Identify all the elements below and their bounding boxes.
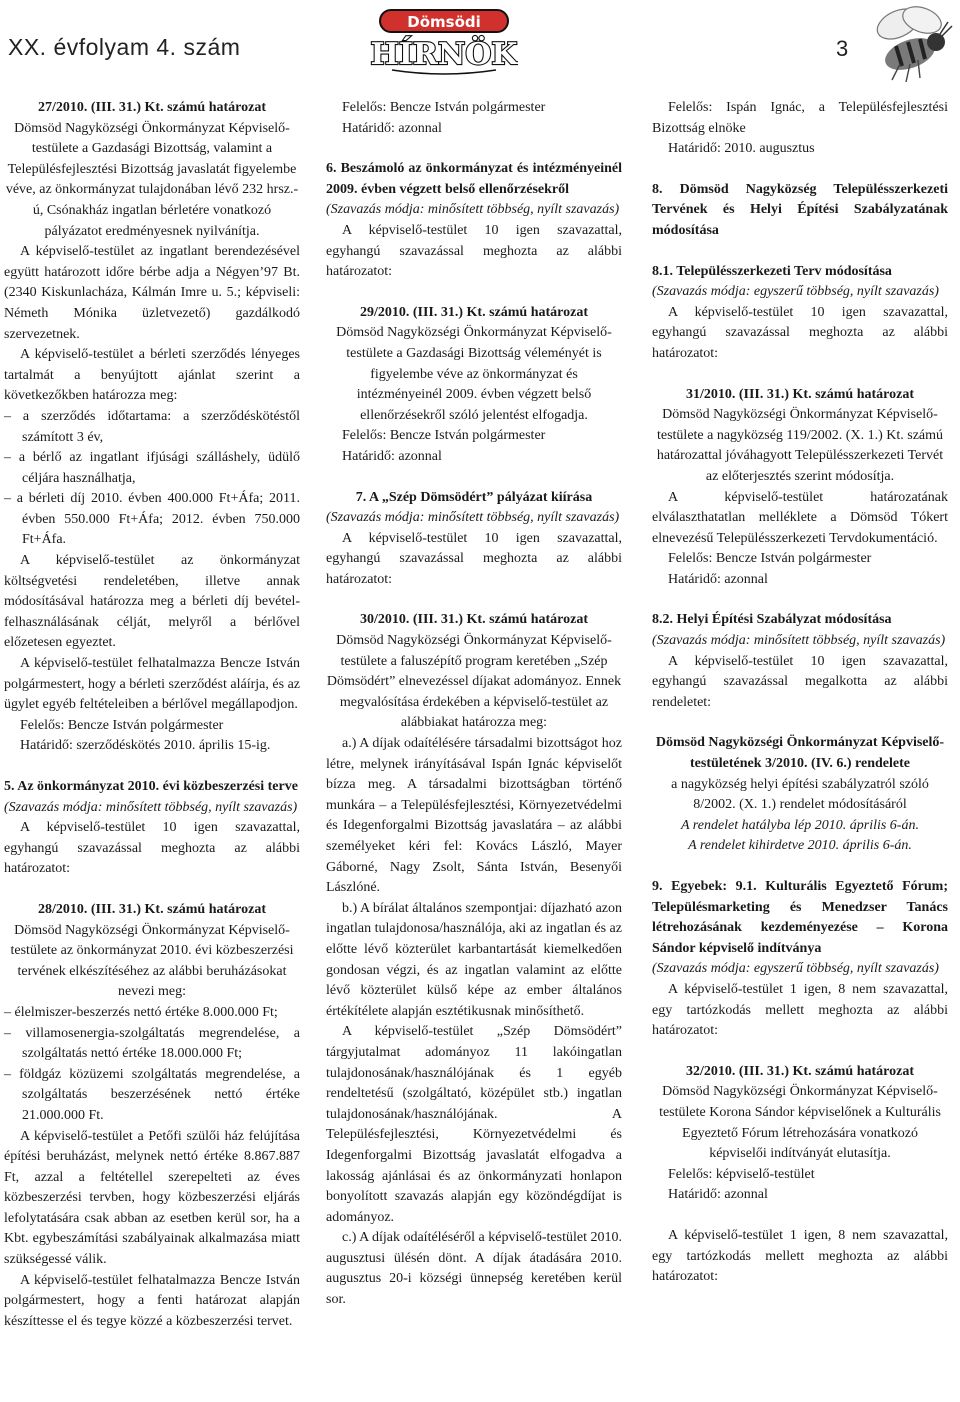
paragraph: A képviselő-testület határozatának elválaszthatatlan melléklete a Dömsöd Tókert elnevezésű Településszerkezeti Tervdokumentáció. [652,489,948,546]
paragraph: Felelős: Bencze István polgármester [342,100,546,115]
paragraph-spacer [652,1042,948,1062]
paragraph: Határidő: azonnal [342,448,442,464]
paragraph: Felelős: Bencze István polgármester [342,428,546,444]
section-heading: 29/2010. (III. 31.) Kt. számú határozat [359,304,588,320]
paragraph: A képviselő-testület „Szép Dömsödért” tárgyjutalmat adományoz 11 lakóingatlan tulajdonosának/használójának és 1 egyéb rendeltetésű (szolgáltató, középület stb.) ingatlan tulajdonosának/használójának. A Településfejlesztési, Környezetvédelmi és Idegenforgalmi Bizottság javaslatát elfogadva a lakosság ajánlásai és az önkormányzati honlapon bonyolított szavazás alapján egy közöndégdíjat is adományoz. [326,1024,622,1225]
section-heading: 28/2010. (III. 31.) Kt. számú határozat [37,901,266,917]
paragraph: Dömsöd Nagyközségi Önkormányzat Képviselő-testülete a faluszépítő program keretében „Szép Dömsödért” elnevezéssel díjakat adományoz. Ennek megvalósítása érdekében a képviselő-testület az alábbiakat határozza meg: [326,633,622,731]
paragraph: Felelős: képviselő-testület [668,1166,815,1182]
masthead-logo [370,6,518,78]
list-item: – villamosenergia-szolgáltatás megrendelése, a szolgáltatás nettó értéke 18.000.000 Ft; [4,1025,300,1062]
paragraph: A képviselő-testület 10 igen szavazattal, egyhangú szavazással meghozta az alábbi határozatot: [4,820,300,877]
paragraph: A képviselő-testület a Petőfi szülői ház felújítása építési beruházást, melynek nettó értéke 8.867.887 Ft, azzal a feltétellel szerepelteti az éves közbeszerzési tervben, hogy közbeszerzési eljárás lefolytatására csak abban az esetben kerül sor, ha a Kbt. egybeszámítási szabályainak alkalmazása miatt szükségessé válik. [4,1128,300,1268]
paragraph: c.) A díjak odaítéléséről a képviselő-testület 2010. augusztusi ülésén dönt. A díjak átadására 2010. augusztus 20-i községi ünnepség keretében kerül sor. [326,1230,622,1308]
paragraph: Felelős: Ispán Ignác, a Településfejlesztési Bizottság elnöke [652,100,948,136]
paragraph-spacer [326,139,622,159]
paragraph-spacer [4,757,300,777]
section-heading: 9. Egyebek: 9.1. Kulturális Egyeztető Fórum; Településmarketing és Menedzser Tanács létrehozásának kezdeményezése – Korona Sándor képviselő indítványa [652,879,948,956]
italic-note: (Szavazás módja: minősített többség, nyílt szavazás) [4,799,298,815]
italic-note: (Szavazás módja: egyszerű többség, nyílt szavazás) [652,961,939,977]
issue-label: XX. évfolyam 4. szám [8,34,241,60]
paragraph-spacer [326,468,622,488]
page-header [0,0,960,94]
paragraph-spacer [326,590,622,610]
italic-note: A rendelet hatályba lép 2010. április 6-án. [681,817,919,833]
paragraph: Határidő: azonnal [668,571,768,587]
paragraph-spacer [652,160,948,180]
bee-icon [866,2,956,86]
paragraph: A képviselő-testület felhatalmazza Bencze István polgármestert, hogy a fenti határozat alapján készíttesse el és tegye közzé a közbeszerzési tervet. [4,1272,300,1329]
italic-note: (Szavazás módja: egyszerű többség, nyílt szavazás) [652,284,939,300]
paragraph: A képviselő-testület felhatalmazza Bencze István polgármestert, hogy a bérleti szerződést aláírja, és az ügylet egyéb feltételeiben a bérlővel megállapodjon. [4,656,300,713]
italic-note: (Szavazás módja: minősített többség, nyílt szavazás) [326,202,620,218]
paragraph: Dömsöd Nagyközségi Önkormányzat Képviselő-testülete Korona Sándor képviselőnek a Kulturális Egyeztető Fórum létrehozására vonatkozó képviselői indítványát elutasítja. [659,1084,941,1162]
paragraph: A képviselő-testület 10 igen szavazattal, egyhangú szavazással meghozta az alábbi határozatot: [326,530,622,587]
section-heading: 30/2010. (III. 31.) Kt. számú határozat [359,612,588,628]
list-item: – a bérleti díj 2010. évben 400.000 Ft+Áfa; 2011. évben 550.000 Ft+Áfa; 2012. évben 750.000 Ft+Áfa. [4,491,300,548]
section-heading: 7. A „Szép Dömsödért” pályázat kiírása [355,489,593,505]
section-heading: 8. Dömsöd Nagyközség Településszerkezeti Tervének és Helyi Építési Szabályzatának módosítása [652,181,948,238]
section-heading: 31/2010. (III. 31.) Kt. számú határozat [685,386,914,402]
masthead-top-text: Dömsödi [407,13,481,31]
paragraph: Határidő: szerződéskötés 2010. április 15-ig. [20,738,271,754]
paragraph: b.) A bírálat általános szempontjai: díjazható azon ingatlan tulajdonosa/használója, aki az ingatlan és az előtte lévő közterület karbantartását kiemelkedően gondosan végzi, és az ingatlan valamint az előtte lévő közterület külső képe az ember általános értékítélete alapján esztétikusnak minősíthető. [326,900,622,1019]
section-heading: 6. Beszámoló az önkormányzat és intézményeinél 2009. évben végzett belső ellenőrzésekről [326,161,622,197]
paragraph: Felelős: Bencze István polgármester [20,717,224,733]
paragraph-spacer [4,880,300,900]
section-heading: 32/2010. (III. 31.) Kt. számú határozat [685,1063,914,1079]
page-number: 3 [836,36,849,61]
italic-note: A rendelet kihirdetve 2010. április 6-án. [688,838,912,854]
paragraph: Határidő: azonnal [342,120,442,136]
paragraph: A képviselő-testület 1 igen, 8 nem szavazattal, egy tartózkodás mellett meghozta az alábbi határozatot: [652,1227,948,1285]
paragraph: A képviselő-testület 10 igen szavazattal, egyhangú szavazással megalkotta az alábbi rendeletet: [652,653,948,710]
paragraph-spacer [652,857,948,877]
section-heading: 5. Az önkormányzat 2010. évi közbeszerzési terve [4,779,298,794]
paragraph: Dömsöd Nagyközségi Önkormányzat Képviselő-testülete a Gazdasági Bizottság véleményét is figyelembe véve az önkormányzat és intézményeinél 2009. évben végzett belső ellenőrzésekről szóló jelentést elfogadja. [336,325,612,423]
list-item: – élelmiszer-beszerzés nettó értéke 8.000.000 Ft; [4,1004,278,1020]
section-heading: Dömsöd Nagyközségi Önkormányzat Képviselő-testületének 3/2010. (IV. 6.) rendelete [655,735,945,772]
paragraph: a nagyközség helyi építési szabályzatról szóló 8/2002. (X. 1.) rendelet módosításáról [671,776,929,813]
paragraph: A képviselő-testület 1 igen, 8 nem szavazattal, egy tartózkodás mellett meghozta az alábbi határozatot: [652,981,948,1039]
paragraph: Dömsöd Nagyközségi Önkormányzat Képviselő-testülete a Gazdasági Bizottság, valamint a Településfejlesztési Bizottság javaslatát figyelembe véve, az önkormányzat tulajdonában lévő 232 hrsz.-ú, Csónakház ingatlan bérletére vonatkozó pályázatot eredményesnek nyilvánítja. [5,120,299,239]
italic-note: (Szavazás módja: minősített többség, nyílt szavazás) [326,510,620,526]
text-column-2 [326,98,622,1311]
list-item: – a szerződés időtartama: a szerződéskötéstől számított 3 év, [4,408,300,445]
paragraph: A képviselő-testület a bérleti szerződés lényeges tartalmát a benyújtott ajánlat szerint a következőkben határozza meg: [4,347,300,404]
paragraph-spacer [326,283,622,303]
paragraph: Határidő: azonnal [668,1187,768,1203]
paragraph: Felelős: Bencze István polgármester [668,551,872,567]
paragraph: A képviselő-testület 10 igen szavazattal, egyhangú szavazással meghozta az alábbi határozatot: [652,304,948,361]
section-heading: 8.2. Helyi Építési Szabályzat módosítása [652,612,892,628]
paragraph-spacer [652,1206,948,1226]
list-item: – a bérlő az ingatlant ifjúsági szálláshely, üdülő céljára használhatja, [4,450,300,486]
list-item: – földgáz közüzemi szolgáltatás megrendelése, a szolgáltatás beszerzésének nettó értéke 21.000.000 Ft. [4,1066,300,1123]
masthead-main-text: HÍRNÖK [370,37,518,72]
paragraph-spacer [652,365,948,385]
paragraph: Határidő: 2010. augusztus [668,141,815,157]
paragraph: Dömsöd Nagyközségi Önkormányzat Képviselő-testülete a nagyközség 119/2002. (X. 1.) Kt. számú határozattal jóváhagyott Településszerkezeti Tervét az előterjesztés szerint módosítja. [656,407,944,484]
paragraph-spacer [652,590,948,610]
paragraph: A képviselő-testület az önkormányzat költségvetési rendeletében, illetve annak módosításával határozza meg a bérleti díj bevétel-felhasználásának célját, melyről a bérlővel előzetesen egyeztet. [4,553,300,651]
paragraph: A képviselő-testület 10 igen szavazattal, egyhangú szavazással meghozta az alábbi határozatot: [326,222,622,280]
paragraph-spacer [652,713,948,733]
text-column-1 [4,98,300,1332]
italic-note: (Szavazás módja: minősített többség, nyílt szavazás) [652,633,946,649]
paragraph-spacer [652,242,948,262]
paragraph: A képviselő-testület az ingatlant berendezésével együtt határozott időre bérbe adja a Négyen’97 Bt. (2340 Kiskunlacháza, Kálmán Imre u. 5.; képviseli: Németh Mónika üzletvezető) gazdálkodó szervezetnek. [4,244,300,342]
paragraph: a.) A díjak odaítélésére társadalmi bizottságot hoz létre, melynek irányításával Ispán Ignác képviselőt bízza meg. A társadalmi bizottságban történő munkára – a Településfejlesztési, Környezetvédelmi és Idegenforgalmi Bizottság javaslatára – az alábbi személyeket kéri fel: Kovács László, Mayer Gáborné, Nagy Zsolt, Sánta István, Besenyői Lászlóné. [326,736,622,896]
section-heading: 27/2010. (III. 31.) Kt. számú határozat [37,100,266,115]
paragraph: Dömsöd Nagyközségi Önkormányzat Képviselő-testülete az önkormányzat 2010. évi közbeszerzési tervének elkészítéséhez az alábbi beruházásokat nevezi meg: [10,922,294,1000]
section-heading: 8.1. Településszerkezeti Terv módosítása [652,263,892,279]
text-column-3 [652,98,948,1288]
